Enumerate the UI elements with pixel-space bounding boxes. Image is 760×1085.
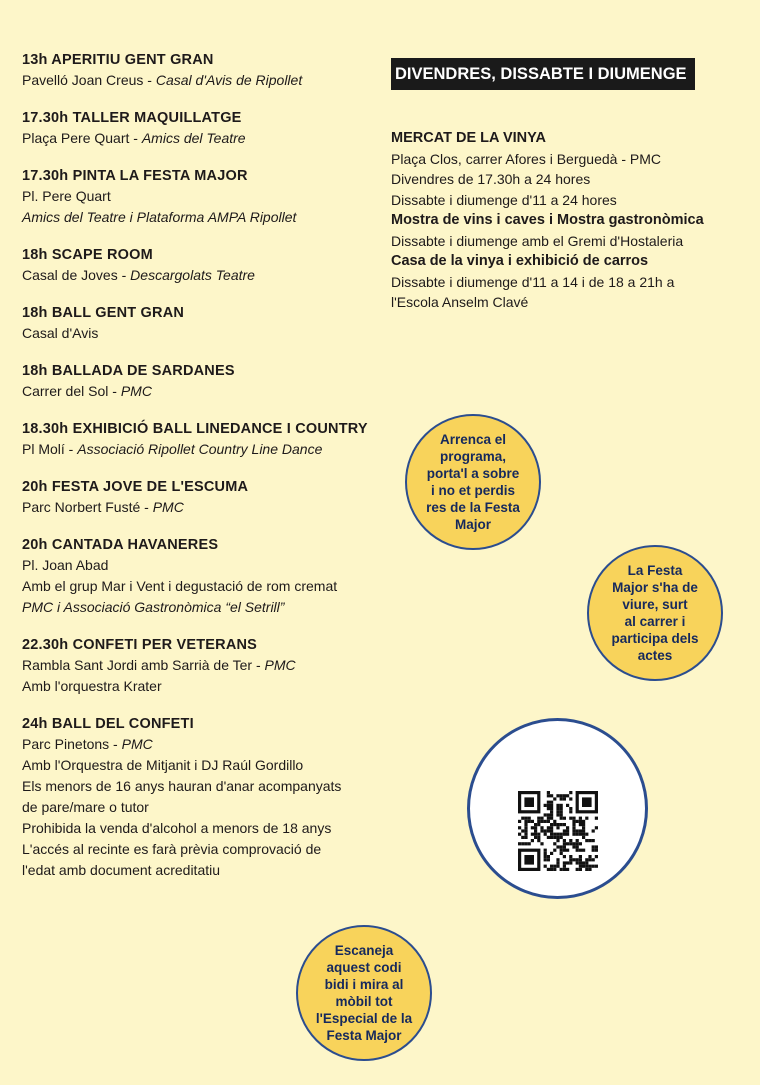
event-detail-line	[22, 676, 382, 697]
event-detail-line	[22, 381, 382, 402]
event-detail-text: Els menors de 16 anys hauran d'anar acompanyats	[22, 778, 342, 794]
market-detail-line: Dissabte i diumenge d'11 a 24 hores	[391, 191, 617, 208]
event-item	[22, 50, 382, 91]
event-detail-text: Rambla Sant Jordi amb Sarrià de Ter -	[22, 657, 265, 673]
market-detail-line: Dissabte i diumenge d'11 a 14 i de 18 a 21h a	[391, 273, 675, 290]
event-detail-line	[22, 655, 382, 676]
program-tip-bubble	[405, 414, 541, 550]
event-detail-text: Pl. Joan Abad	[22, 557, 109, 573]
event-detail-line	[22, 797, 382, 818]
event-organizer: PMC i Associació Gastronòmica “el Setrill”	[22, 599, 285, 615]
market-subtitle: Mostra de vins i caves i Mostra gastronòmica	[391, 212, 704, 228]
event-detail-line	[22, 439, 382, 460]
event-detail-text: Plaça Pere Quart -	[22, 130, 142, 146]
event-item	[22, 303, 382, 344]
event-detail-line	[22, 597, 382, 618]
event-detail-line	[22, 555, 382, 576]
event-detail-line	[22, 839, 382, 860]
event-detail-text: Carrer del Sol -	[22, 383, 121, 399]
event-detail-line	[22, 497, 382, 518]
event-detail-text: de pare/mare o tutor	[22, 799, 149, 815]
market-detail-line: Plaça Clos, carrer Afores i Berguedà - PMC	[391, 150, 661, 167]
event-title: 24h BALL DEL CONFETI	[22, 716, 194, 732]
market-subtitle: Casa de la vinya i exhibició de carros	[391, 253, 649, 269]
event-detail-line	[22, 818, 382, 839]
event-item	[22, 245, 382, 286]
event-title: 17.30h PINTA LA FESTA MAJOR	[22, 168, 248, 184]
event-item	[22, 108, 382, 149]
event-detail-text: Pl Molí -	[22, 441, 78, 457]
event-detail-text: Pavelló Joan Creus -	[22, 72, 156, 88]
event-organizer: Casal d'Avis de Ripollet	[155, 72, 303, 88]
event-item	[22, 419, 382, 460]
event-detail-text: Prohibida la venda d'alcohol a menors de 18 anys	[22, 820, 332, 836]
vinya-market-title: MERCAT DE LA VINYA	[391, 130, 546, 146]
event-detail-line	[22, 860, 382, 881]
weekend-banner: DIVENDRES, DISSABTE I DIUMENGE	[391, 58, 695, 90]
event-detail-text: Amb l'orquestra Krater	[22, 678, 162, 694]
event-item	[22, 535, 382, 618]
event-title: 20h CANTADA HAVANERES	[22, 537, 219, 553]
event-detail-text: l'edat amb document acreditatiu	[22, 862, 221, 878]
event-detail-line	[22, 186, 382, 207]
event-detail-text: Amb l'Orquestra de Mitjanit i DJ Raúl Gordillo	[22, 757, 304, 773]
event-title: 13h APERITIU GENT GRAN	[22, 52, 214, 68]
event-detail-text: Casal de Joves -	[22, 267, 131, 283]
event-organizer: PMC	[152, 499, 184, 515]
scan-qr-bubble	[296, 925, 432, 1061]
event-detail-line	[22, 734, 382, 755]
event-title: 18h SCAPE ROOM	[22, 247, 153, 263]
live-festival-text: La Festa Major s'ha de viure, surt al carrer i participa dels actes	[611, 563, 699, 663]
event-item	[22, 635, 382, 697]
event-title: 18h BALLADA DE SARDANES	[22, 363, 235, 379]
event-detail-text: Parc Pinetons -	[22, 736, 122, 752]
event-title: 18.30h EXHIBICIÓ BALL LINEDANCE I COUNTRY	[22, 421, 368, 437]
market-detail-line: l'Escola Anselm Clavé	[391, 294, 529, 310]
event-item	[22, 166, 382, 228]
event-detail-text: Parc Norbert Fusté -	[22, 499, 153, 515]
event-detail-line	[22, 70, 382, 91]
event-organizer: Descargolats Teatre	[130, 267, 255, 283]
event-detail-line	[22, 128, 382, 149]
event-title: 17.30h TALLER MAQUILLATGE	[22, 110, 242, 126]
event-organizer: Amics del Teatre	[141, 130, 246, 146]
event-organizer: Associació Ripollet Country Line Dance	[77, 441, 323, 457]
event-item	[22, 714, 382, 881]
event-organizer: PMC	[120, 383, 152, 399]
live-festival-bubble	[587, 545, 723, 681]
event-detail-text: Pl. Pere Quart	[22, 188, 111, 204]
event-detail-line	[22, 207, 382, 228]
event-detail-line	[22, 776, 382, 797]
event-detail-line	[22, 323, 382, 344]
event-detail-line	[22, 265, 382, 286]
program-tip-text: Arrenca el programa, porta'l a sobre i no et perdis res de la Festa Major	[426, 432, 520, 532]
scan-qr-text: Escaneja aquest codi bidi i mira al mòbil tot l'Especial de la Festa Major	[315, 943, 413, 1043]
event-organizer: Amics del Teatre i Plataforma AMPA Ripollet	[22, 209, 297, 225]
event-item	[22, 477, 382, 518]
vinya-market-block	[391, 128, 741, 313]
event-detail-text: Amb el grup Mar i Vent i degustació de rom cremat	[22, 578, 338, 594]
market-detail-line: Dissabte i diumenge amb el Gremi d'Hostaleria	[391, 232, 684, 249]
event-title: 20h FESTA JOVE DE L'ESCUMA	[22, 479, 249, 495]
qr-code-icon[interactable]	[518, 791, 598, 871]
weekend-section	[391, 58, 741, 313]
event-detail-text: L'accés al recinte es farà prèvia comprovació de	[22, 841, 322, 857]
qr-code-frame[interactable]	[467, 718, 648, 899]
vinya-market-details	[391, 149, 741, 313]
event-title: 18h BALL GENT GRAN	[22, 305, 185, 321]
event-detail-text: Casal d'Avis	[22, 325, 99, 341]
event-detail-line	[22, 755, 382, 776]
market-detail-line: Divendres de 17.30h a 24 hores	[391, 171, 591, 187]
event-item	[22, 361, 382, 402]
event-title: 22.30h CONFETI PER VETERANS	[22, 637, 258, 653]
event-organizer: PMC	[264, 657, 296, 673]
event-list	[22, 50, 382, 898]
event-detail-line	[22, 576, 382, 597]
event-organizer: PMC	[121, 736, 153, 752]
